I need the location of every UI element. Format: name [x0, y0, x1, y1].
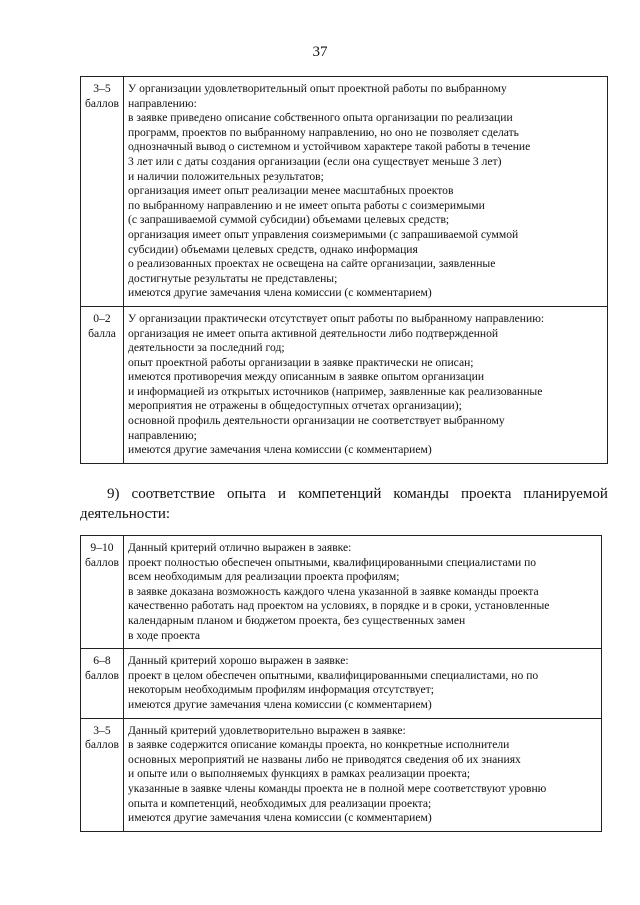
description-line: имеются другие замечания члена комиссии (с комментарием) [128, 811, 432, 825]
section-9-heading-line-1 [80, 484, 608, 504]
description-line: У организации практически отсутствует опыт работы по выбранному направлению: [128, 311, 545, 325]
description-line: Данный критерий отлично выражен в заявке: [128, 541, 352, 554]
description-line: направлению; [128, 428, 197, 442]
score-unit: баллов [85, 668, 119, 682]
heading-word: планируемой [523, 486, 608, 502]
description-line: в заявке приведено описание собственного опыта организации по реализации [128, 111, 513, 125]
page-number: 37 [312, 44, 328, 60]
heading-word: 9) [107, 486, 120, 502]
heading-word: соответствие [131, 486, 215, 502]
criteria-row [81, 649, 602, 718]
score-value: 3–5 [93, 723, 111, 737]
criteria-row [81, 77, 608, 307]
description-line: основной профиль деятельности организации не соответствует выбранному [128, 414, 505, 428]
description-line: и опыте или о выполняемых функциях в рамках реализации проекта; [128, 767, 471, 781]
score-value: 0–2 [93, 311, 111, 325]
description-line: имеются противоречия между описанным в заявке опытом организации [128, 370, 485, 384]
description-cell [124, 718, 602, 831]
score-value: 6–8 [93, 654, 111, 668]
description-line: организация имеет опыт реализации менее масштабных проектов [128, 184, 454, 198]
description-line: в заявке содержится описание команды проекта, но конкретные исполнители [128, 738, 510, 752]
score-unit: балла [88, 326, 116, 340]
description-line: имеются другие замечания члена комиссии (с комментарием) [128, 443, 432, 457]
description-line: Данный критерий хорошо выражен в заявке: [128, 654, 349, 668]
description-line: календарным планом и бюджетом проекта, без существенных замен [128, 613, 466, 627]
description-line: и наличии положительных результатов; [128, 169, 324, 183]
description-line: всем необходимым для реализации проекта профилям; [128, 570, 400, 584]
description-line: имеются другие замечания члена комиссии (с комментарием) [128, 697, 432, 711]
description-cell [124, 649, 602, 718]
score-cell [81, 718, 124, 831]
heading-word: и [278, 486, 287, 502]
description-line: некоторым необходимым профилям информация отсутствует; [128, 683, 434, 697]
description-line: однозначный вывод о системном и устойчивом характере такой работы в течение [128, 140, 531, 154]
criteria-table-experience [80, 76, 608, 464]
criteria-row [81, 718, 602, 831]
score-unit: баллов [85, 738, 119, 752]
description-line: деятельности за последний год; [128, 341, 285, 355]
criteria-table-team [80, 535, 602, 832]
description-line: организация имеет опыт управления соизмеримыми (с запрашиваемой суммой [128, 227, 519, 241]
score-unit: баллов [85, 555, 119, 569]
description-line: У организации удовлетворительный опыт проектной работы по выбранному [128, 82, 507, 95]
description-cell [124, 306, 608, 463]
score-value: 3–5 [93, 82, 111, 95]
description-line: Данный критерий удовлетворительно выражен в заявке: [128, 723, 406, 737]
section-9-heading [80, 484, 608, 524]
score-unit: баллов [85, 96, 119, 110]
description-line: о реализованных проектах не освещена на сайте организации, заявленные [128, 257, 496, 271]
heading-word: компетенций [298, 486, 382, 502]
description-line: субсидии) объемами целевых средств, однако информация [128, 242, 418, 256]
section-9-heading-line-2: деятельности: [80, 506, 171, 522]
heading-word: команды [393, 486, 449, 502]
description-line: достигнутые результаты не представлены; [128, 271, 338, 285]
description-line: организация не имеет опыта активной деятельности либо подтвержденной [128, 326, 499, 340]
description-cell [124, 536, 602, 649]
description-line: в ходе проекта [128, 628, 201, 642]
description-line: в заявке доказана возможность каждого члена указанной в заявке команды проекта [128, 584, 539, 598]
description-line: (с запрашиваемой суммой субсидии) объемами целевых средств; [128, 213, 450, 227]
score-cell [81, 77, 124, 307]
heading-word: проекта [461, 486, 512, 502]
description-line: проект полностью обеспечен опытными, квалифицированными специалистами по [128, 555, 537, 569]
description-line: программ, проектов по выбранному направлению, но оно не позволяет сделать [128, 125, 519, 139]
heading-word: опыта [226, 486, 266, 502]
description-line: качественно работать над проектом на условиях, в порядке и в сроки, установленные [128, 599, 550, 613]
description-line: указанные в заявке члены команды проекта не в полной мере соответствуют уровню [128, 781, 547, 795]
score-cell [81, 536, 124, 649]
description-line: 3 лет или с даты создания организации (если она существует меньше 3 лет) [128, 154, 502, 168]
score-value: 9–10 [90, 541, 114, 554]
description-line: мероприятия не отражены в общедоступных отчетах организации); [128, 399, 462, 413]
criteria-row [81, 306, 608, 463]
description-line: основных мероприятий не названы либо не приводятся сведения об их знаниях [128, 752, 521, 766]
score-cell [81, 306, 124, 463]
description-line: направлению: [128, 96, 197, 110]
score-cell [81, 649, 124, 718]
description-line: опыт проектной работы организации в заявке практически не описан; [128, 355, 474, 369]
description-line: по выбранному направлению и не имеет опыта работы с соизмеримыми [128, 198, 485, 212]
criteria-row [81, 536, 602, 649]
description-line: и информацией из открытых источников (например, заявленные как реализованные [128, 384, 543, 398]
description-line: имеются другие замечания члена комиссии (с комментарием) [128, 286, 432, 300]
description-cell [124, 77, 608, 307]
description-line: проект в целом обеспечен опытными, квалифицированными специалистами, но по [128, 668, 539, 682]
description-line: опыта и компетенций, необходимых для реализации проекта; [128, 796, 432, 810]
